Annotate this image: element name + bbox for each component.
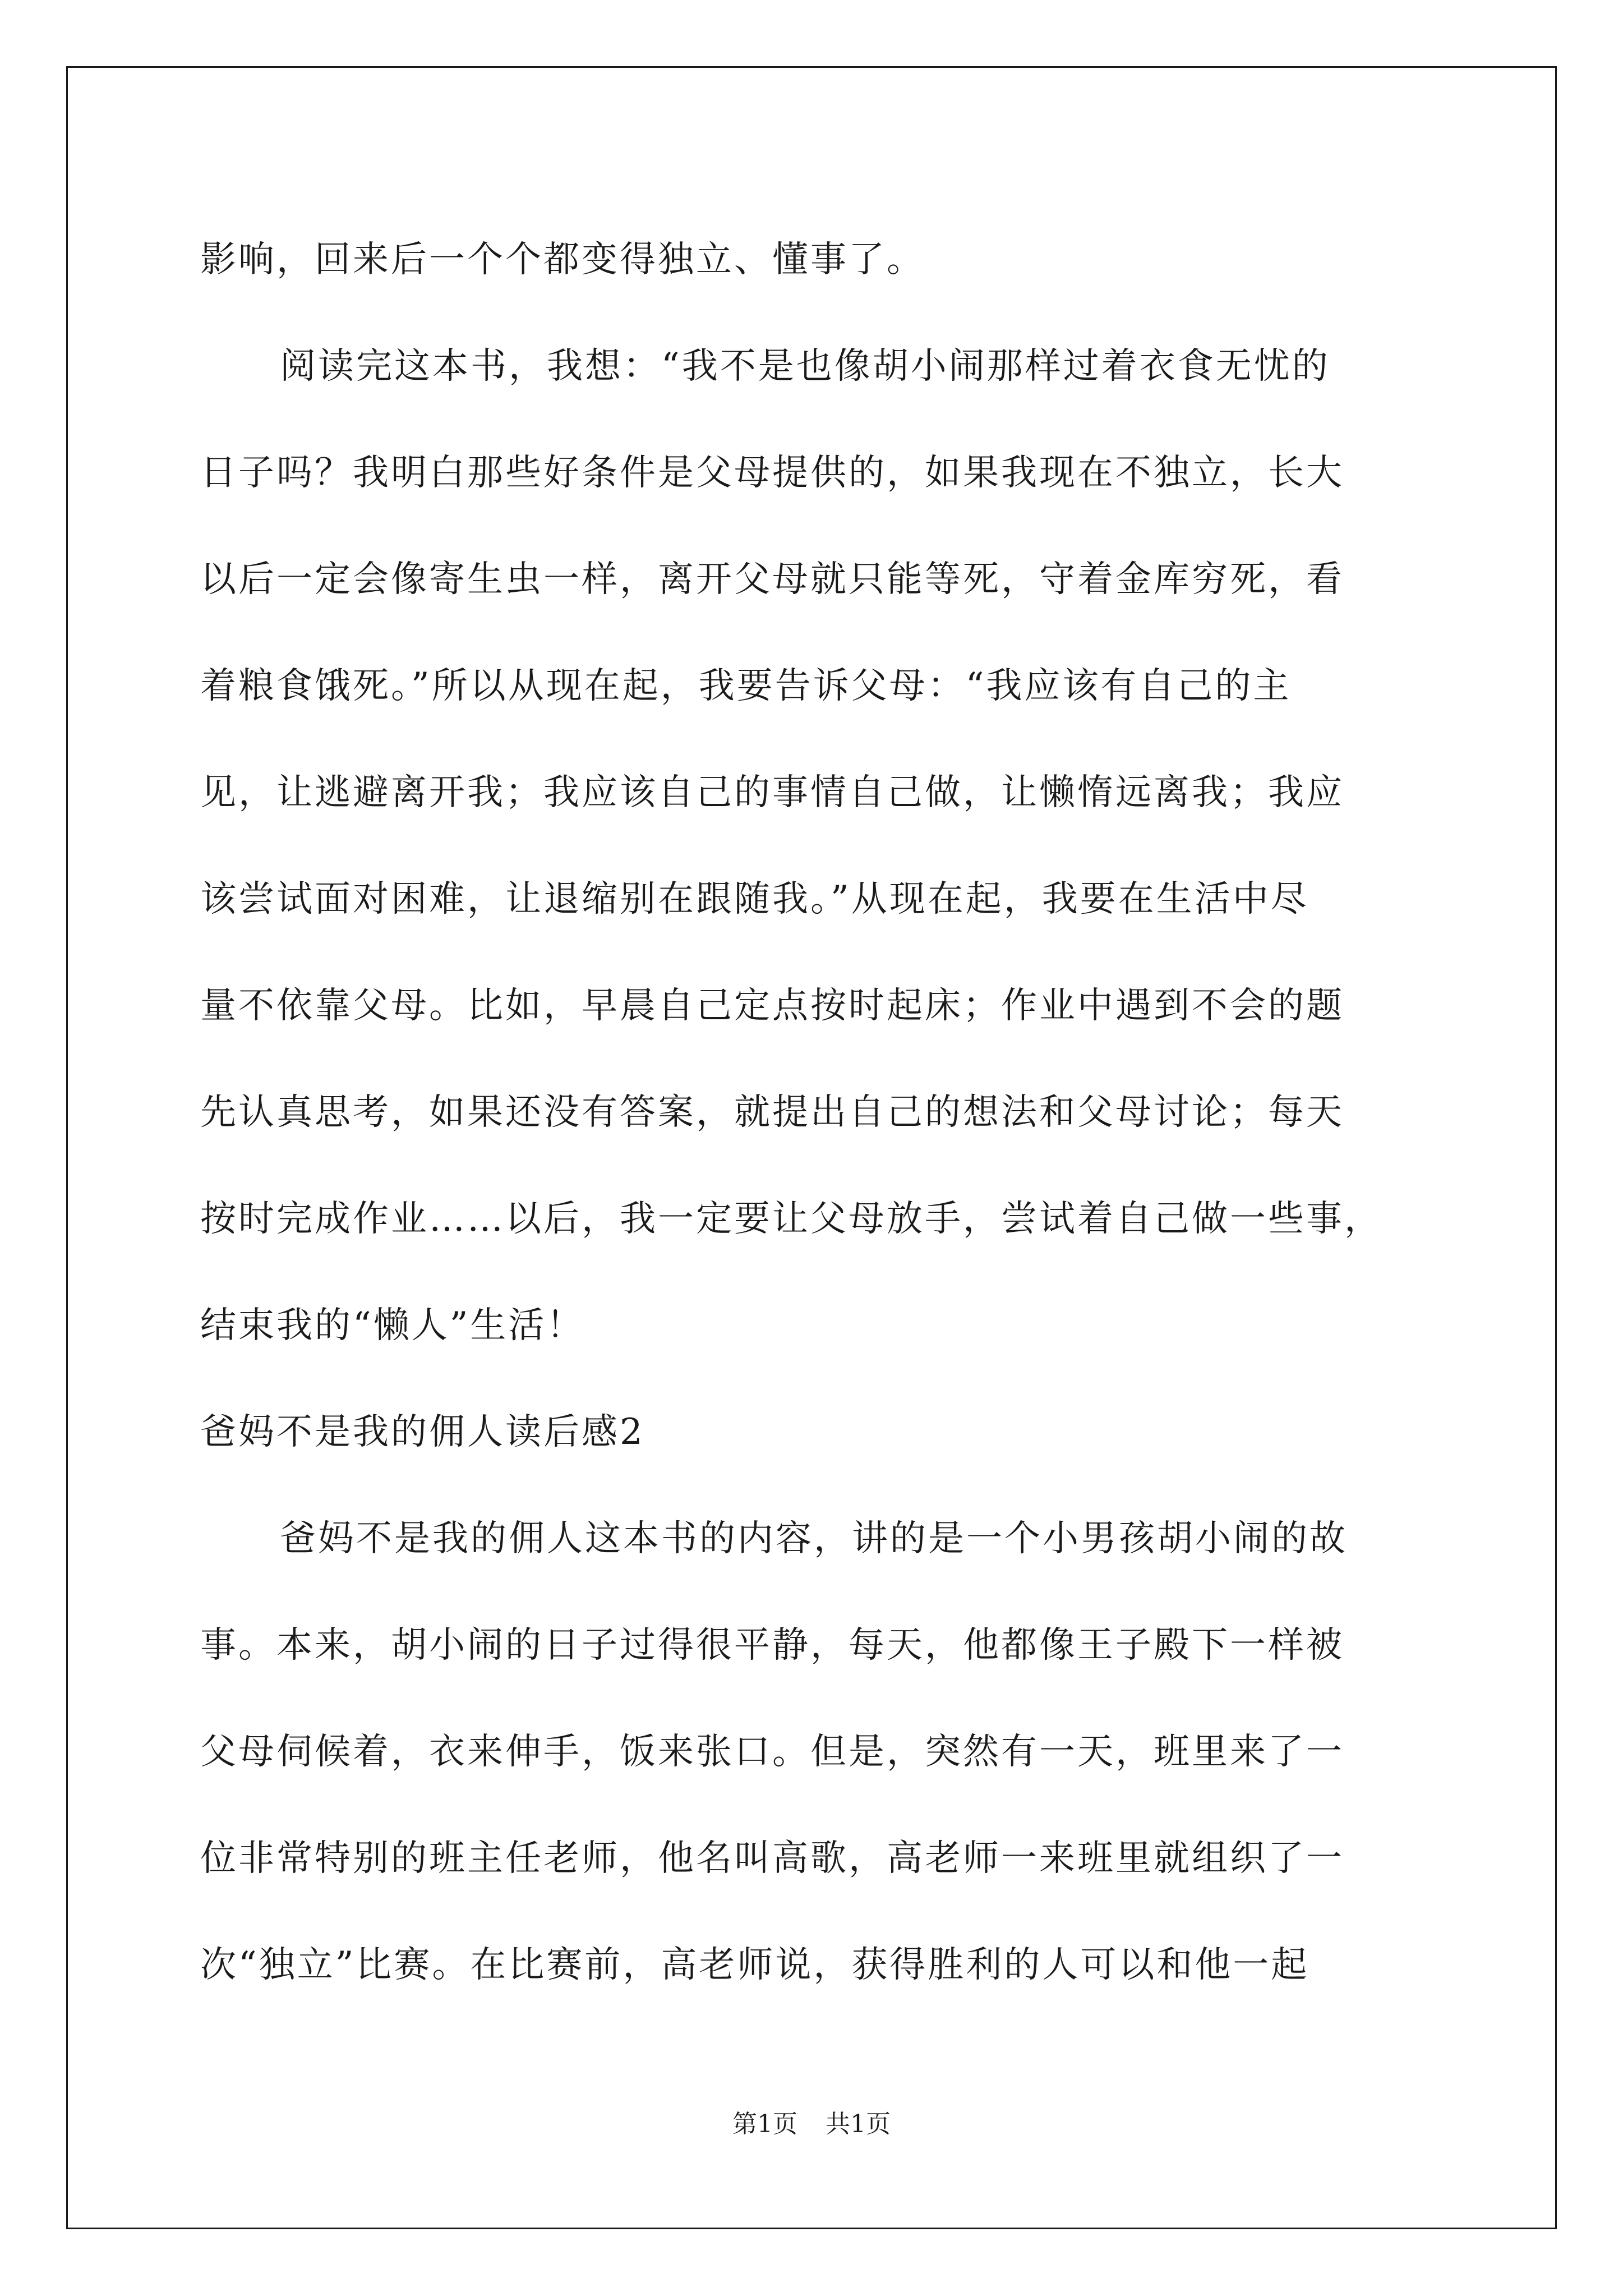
page-total: 共1页 xyxy=(826,2110,891,2138)
text-line-13: 事。本来，胡小闹的日子过得很平静，每天，他都像王子殿下一样被 xyxy=(200,1625,1344,1666)
text-line-2: 阅读完这本书，我想：“我不是也像胡小闹那样过着衣食无忧的 xyxy=(280,346,1330,387)
document-body xyxy=(200,206,1468,2018)
text-line-10: 按时完成作业……以后，我一定要让父母放手，尝试着自己做一些事， xyxy=(200,1198,1382,1240)
text-line-6: 见，让逃避离开我；我应该自己的事情自己做，让懒惰远离我；我应 xyxy=(200,772,1344,813)
text-line-14: 父母伺候着，衣来伸手，饭来张口。但是，突然有一天，班里来了一 xyxy=(200,1731,1344,1773)
text-line-1: 影响，回来后一个个都变得独立、懂事了。 xyxy=(200,239,925,280)
text-line-7: 该尝试面对困难，让退缩别在跟随我。”从现在起，我要在生活中尽 xyxy=(200,878,1309,920)
text-line-4: 以后一定会像寄生虫一样，离开父母就只能等死，守着金库穷死，看 xyxy=(200,559,1344,600)
text-line-9: 先认真思考，如果还没有答案，就提出自己的想法和父母讨论；每天 xyxy=(200,1092,1344,1133)
text-line-15: 位非常特别的班主任老师，他名叫高歌，高老师一来班里就组织了一 xyxy=(200,1838,1344,1879)
text-line-3: 日子吗？我明白那些好条件是父母提供的，如果我现在不独立，长大 xyxy=(200,452,1344,494)
text-line-16: 次“独立”比赛。在比赛前，高老师说，获得胜利的人可以和他一起 xyxy=(200,1944,1310,1986)
text-line-11: 结束我的“懒人”生活！ xyxy=(200,1305,585,1346)
page-footer xyxy=(0,2108,1623,2141)
text-line-8: 量不依靠父母。比如，早晨自己定点按时起床；作业中遇到不会的题 xyxy=(200,985,1344,1027)
text-line-12: 爸妈不是我的佣人这本书的内容，讲的是一个小男孩胡小闹的故 xyxy=(280,1518,1348,1559)
page-number: 第1页 xyxy=(732,2110,797,2138)
section-heading: 爸妈不是我的佣人读后感2 xyxy=(200,1411,645,1453)
text-line-5: 着粮食饿死。”所以从现在起，我要告诉父母：“我应该有自己的主 xyxy=(200,665,1292,707)
